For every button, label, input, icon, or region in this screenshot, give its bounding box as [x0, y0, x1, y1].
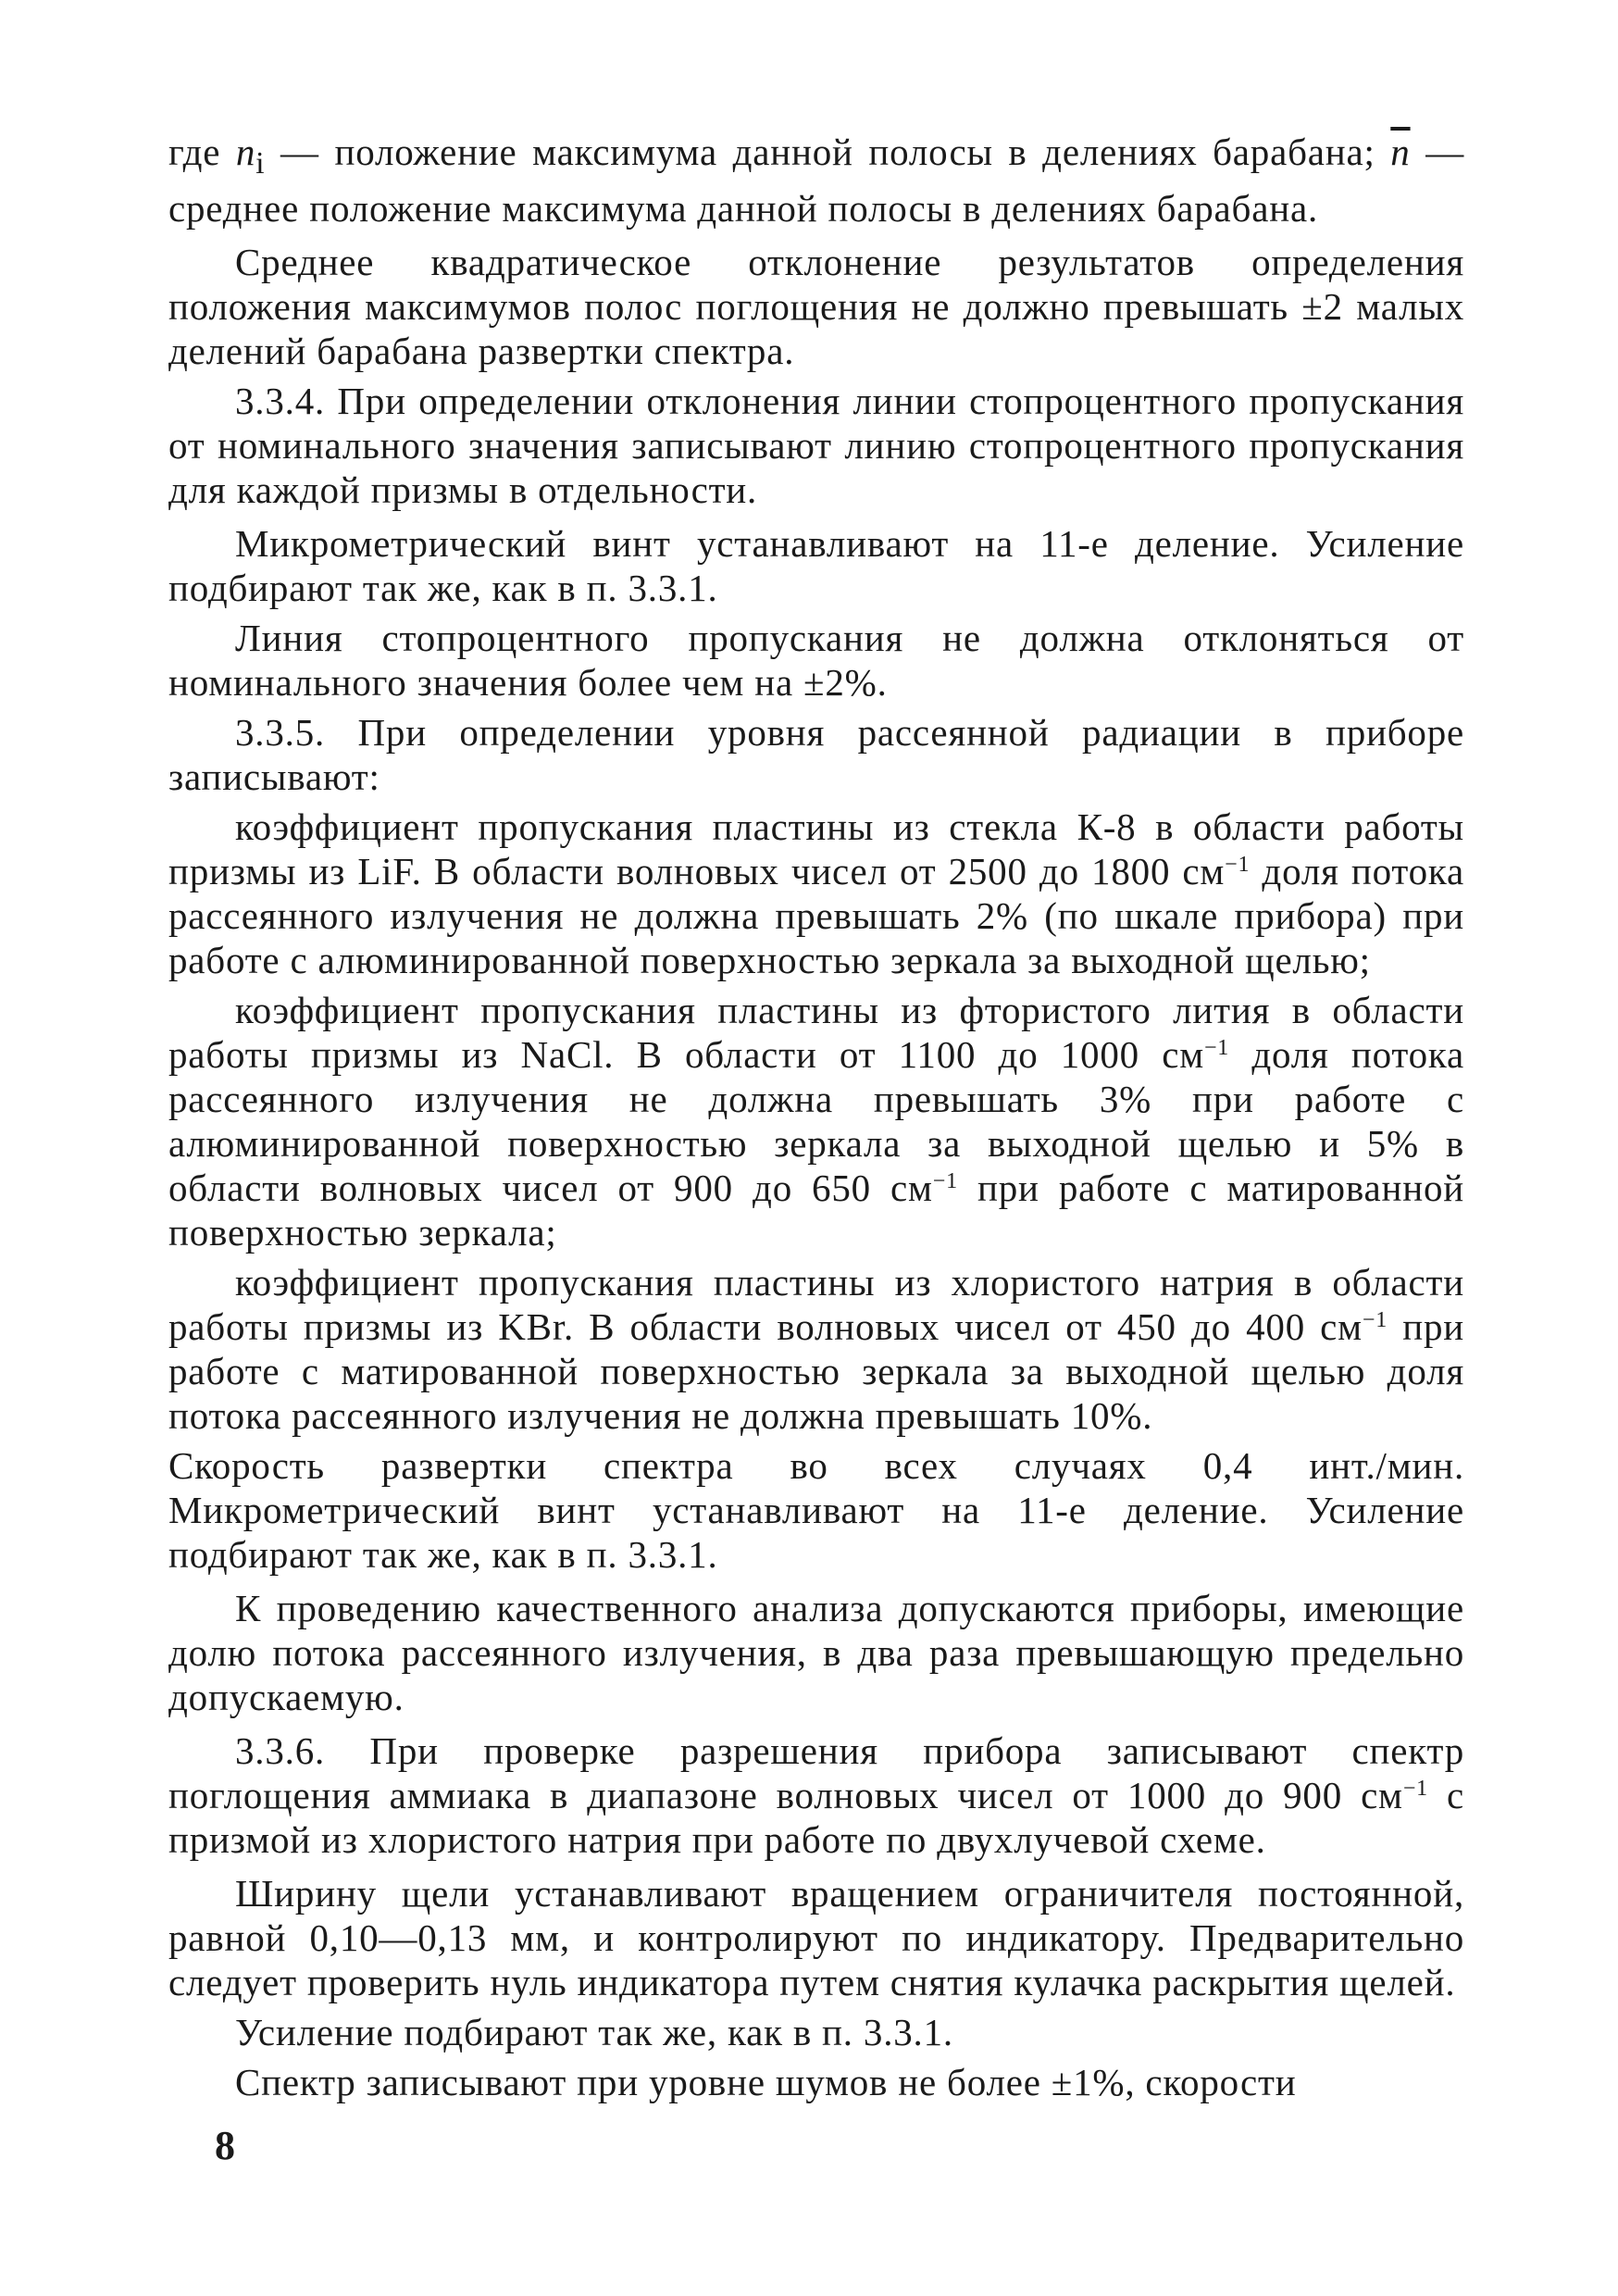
- paragraph-11: [168, 2010, 1464, 2054]
- text-run: при работе с матированной поверхностью зеркала;: [168, 1167, 1464, 1254]
- text-run: Микрометрический винт устанавливают на 11-е деление. Усиление подбирают так же, как в п. 3.3.1.: [168, 522, 1464, 610]
- text-run: коэффициент пропускания пластины из фтористого лития в области работы призмы из NaCl. В области от 1100 до 1000 см: [168, 989, 1464, 1077]
- text-run: Среднее квадратическое отклонение результатов определения положения максимумов полос поглощения не должно превышать ±2 малых делений барабана развертки спектра.: [168, 241, 1464, 373]
- text-run: −1: [1203, 1036, 1230, 1061]
- text-run: — положение максимума данной полосы в делениях барабана;: [265, 131, 1391, 173]
- paragraph-3: [168, 379, 1464, 512]
- text-run: Ширину щели устанавливают вращением ограничителя постоянной, равной 0,10—0,13 мм, и контролируют по индикатору. Предварительно следует проверить нуль индикатора путем снятия кулачка раскрытия щелей.: [168, 1872, 1464, 2004]
- text-run: доля потока рассеянного излучения не должна превышать 2% (по шкале прибора) при работе с алюминированной поверхностью зеркала за выходной щелью;: [168, 850, 1464, 982]
- text-run: коэффициент пропускания пластины из стекла К-8 в области работы призмы из LiF. В области волновых чисел от 2500 до 1800 см: [168, 805, 1464, 893]
- text-run: К проведению качественного анализа допускаются приборы, имеющие долю потока рассеянного излучения, в два раза превышающую предельно допускаемую.: [168, 1587, 1464, 1719]
- text-run: −1: [1362, 1308, 1388, 1333]
- text-run: 3.3.6. При проверке разрешения прибора записывают спектр поглощения аммиака в диапазоне волновых чисел от 1000 до 900 см: [168, 1729, 1464, 1817]
- text-run: 3.3.4. При определении отклонения линии стопроцентного пропускания от номинального значения записывают линию стопроцентного пропускания для каждой призмы в отдельности.: [168, 380, 1464, 512]
- text-run: — среднее положение максимума данной полосы в делениях барабана.: [168, 131, 1464, 231]
- paragraph-5: [168, 616, 1464, 705]
- text-run: Спектр записывают при уровне шумов не более ±1%, скорости: [235, 2061, 1297, 2104]
- text-run: Линия стопроцентного пропускания не должна отклоняться от номинального значения более чем на ±2%.: [168, 617, 1464, 705]
- text-run: −1: [1225, 853, 1251, 878]
- page-number: 8: [215, 2123, 235, 2168]
- paragraph-7: [168, 1443, 1464, 1577]
- text-run: $\overline{n}$: [1390, 131, 1411, 173]
- paragraph-10: [168, 1871, 1464, 2004]
- text-run: Скорость развертки спектра во всех случаях 0,4 инт./мин. Микрометрический винт устанавливают на 11-е деление. Усиление подбирают так же, как в п. 3.3.1.: [168, 1444, 1464, 1577]
- text-run: −1: [932, 1169, 958, 1194]
- paragraph-6: [168, 710, 1464, 799]
- paragraph-8: [168, 1586, 1464, 1719]
- paragraph-12: [168, 2060, 1464, 2104]
- text-run: Усиление подбирают так же, как в п. 3.3.1.: [235, 2011, 953, 2054]
- paragraph-9: [168, 1728, 1464, 1862]
- paragraph-2: [168, 240, 1464, 373]
- text-run: n: [235, 131, 256, 173]
- paragraph-4: [168, 521, 1464, 610]
- text-run: i: [255, 146, 266, 181]
- text-run: при работе с матированной поверхностью зеркала за выходной щелью доля потока рассеянного излучения не должна превышать 10%.: [168, 1305, 1464, 1438]
- text-run: 3.3.5. При определении уровня рассеянной радиации в приборе записывают:: [168, 711, 1464, 799]
- list-item-3: [168, 1260, 1464, 1438]
- text-run: коэффициент пропускания пластины из хлористого натрия в области работы призмы из KBr. В области волновых чисел от 450 до 400 см: [168, 1261, 1464, 1349]
- text-run: доля потока рассеянного излучения не должна превышать 3% при работе с алюминированной поверхностью зеркала за выходной щелью и 5% в области волновых чисел от 900 до 650 см: [168, 1033, 1465, 1210]
- paragraph-1: [168, 130, 1464, 231]
- document-page: [168, 130, 1464, 2110]
- text-run: с призмой из хлористого натрия при работе по двухлучевой схеме.: [168, 1774, 1464, 1862]
- list-item-1: [168, 805, 1464, 982]
- text-run: −1: [1402, 1777, 1428, 1802]
- list-item-2: [168, 988, 1464, 1254]
- text-run: где: [168, 131, 236, 173]
